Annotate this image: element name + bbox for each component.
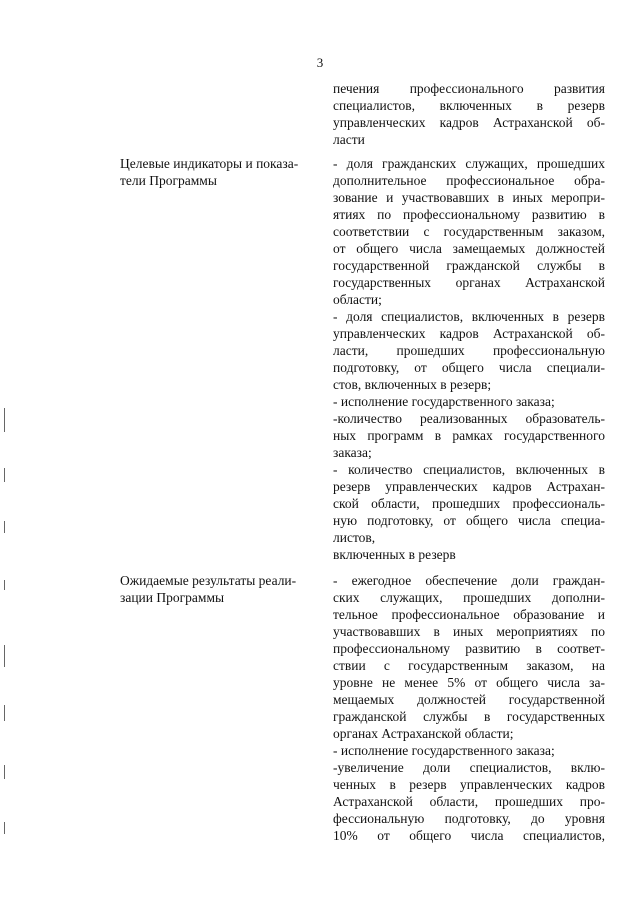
- content-line: Астраханской области, прошедших про-: [333, 794, 605, 809]
- label-line: Ожидаемые результаты реали-: [120, 573, 297, 588]
- scan-edge-mark: [4, 521, 5, 533]
- content-line: от общего числа замещаемых должностей: [333, 241, 605, 256]
- scan-edge-mark: [4, 580, 5, 590]
- content-line: -количество реализованных образователь-: [333, 411, 605, 426]
- content-line: стов, включенных в резерв;: [333, 377, 492, 392]
- content-line: - исполнение государственного заказа;: [333, 394, 555, 409]
- label-line: зации Программы: [120, 590, 225, 605]
- content-line: государственных органах Астраханской: [333, 275, 605, 290]
- scan-edge-mark: [4, 765, 5, 779]
- scan-edge-mark: [4, 822, 5, 834]
- content-line: - доля гражданских служащих, прошедших: [333, 156, 605, 171]
- row-0-content: [333, 80, 605, 148]
- content-line: заказа;: [333, 445, 372, 460]
- content-line: участвовавших в иных мероприятиях по: [333, 624, 605, 639]
- label-line: тели Программы: [120, 173, 217, 188]
- label-line: Целевые индикаторы и показа-: [120, 156, 299, 171]
- content-line: - ежегодное обеспечение доли граждан-: [333, 573, 605, 588]
- row-2-label: [120, 572, 315, 606]
- content-line: подготовку, от общего числа специали-: [333, 360, 605, 375]
- content-line: - доля специалистов, включенных в резерв: [333, 309, 605, 324]
- content-line: управленческих кадров Астраханской об-: [333, 326, 605, 341]
- content-line: тельное профессиональное образование и: [333, 607, 605, 622]
- page-number: 3: [316, 55, 324, 70]
- content-line: ную подготовку, от общего числа специа-: [333, 513, 605, 528]
- content-line: уровне не менее 5% от общего числа за-: [333, 675, 605, 690]
- content-line: 10% от общего числа специалистов,: [333, 828, 605, 843]
- content-line: фессиональную подготовку, до уровня: [333, 811, 605, 826]
- content-line: соответствии с государственным заказом,: [333, 224, 605, 239]
- content-line: - исполнение государственного заказа;: [333, 743, 555, 758]
- content-line: области;: [333, 292, 382, 307]
- content-line: листов,: [333, 530, 376, 545]
- content-line: ласти, прошедших профессиональную: [333, 343, 605, 358]
- content-line: включенных в резерв: [333, 547, 456, 562]
- content-line: специалистов, включенных в резерв: [333, 98, 605, 113]
- content-line: гражданской службы в государственных: [333, 709, 605, 724]
- content-line: ствии с государственным заказом, на: [333, 658, 605, 673]
- content-line: государственной гражданской службы в: [333, 258, 605, 273]
- content-line: органах Астраханской области;: [333, 726, 514, 741]
- scan-edge-mark: [4, 645, 5, 667]
- content-line: ласти: [333, 132, 365, 147]
- content-line: - количество специалистов, включенных в: [333, 462, 605, 477]
- row-2-content: [333, 572, 605, 844]
- content-line: ных программ в рамках государственного: [333, 428, 605, 443]
- content-line: мещаемых должностей государственной: [333, 692, 605, 707]
- content-line: ятиях по профессиональному развитию в: [333, 207, 605, 222]
- scan-edge-mark: [4, 705, 5, 721]
- content-line: зование и участвовавших в иных меропри-: [333, 190, 605, 205]
- content-line: ской области, прошедших профессиональ-: [333, 496, 605, 511]
- content-line: дополнительное профессиональное обра-: [333, 173, 605, 188]
- row-1-label: [120, 155, 315, 189]
- content-line: ченных в резерв управленческих кадров: [333, 777, 605, 792]
- scan-edge-mark: [4, 408, 5, 432]
- content-line: печения профессионального развития: [333, 81, 605, 96]
- content-line: управленческих кадров Астраханской об-: [333, 115, 605, 130]
- content-line: резерв управленческих кадров Астрахан-: [333, 479, 605, 494]
- content-line: -увеличение доли специалистов, вклю-: [333, 760, 605, 775]
- content-line: профессиональному развитию в соответ-: [333, 641, 605, 656]
- row-1-content: [333, 155, 605, 563]
- content-line: ских служащих, прошедших дополни-: [333, 590, 605, 605]
- scan-edge-mark: [4, 468, 5, 482]
